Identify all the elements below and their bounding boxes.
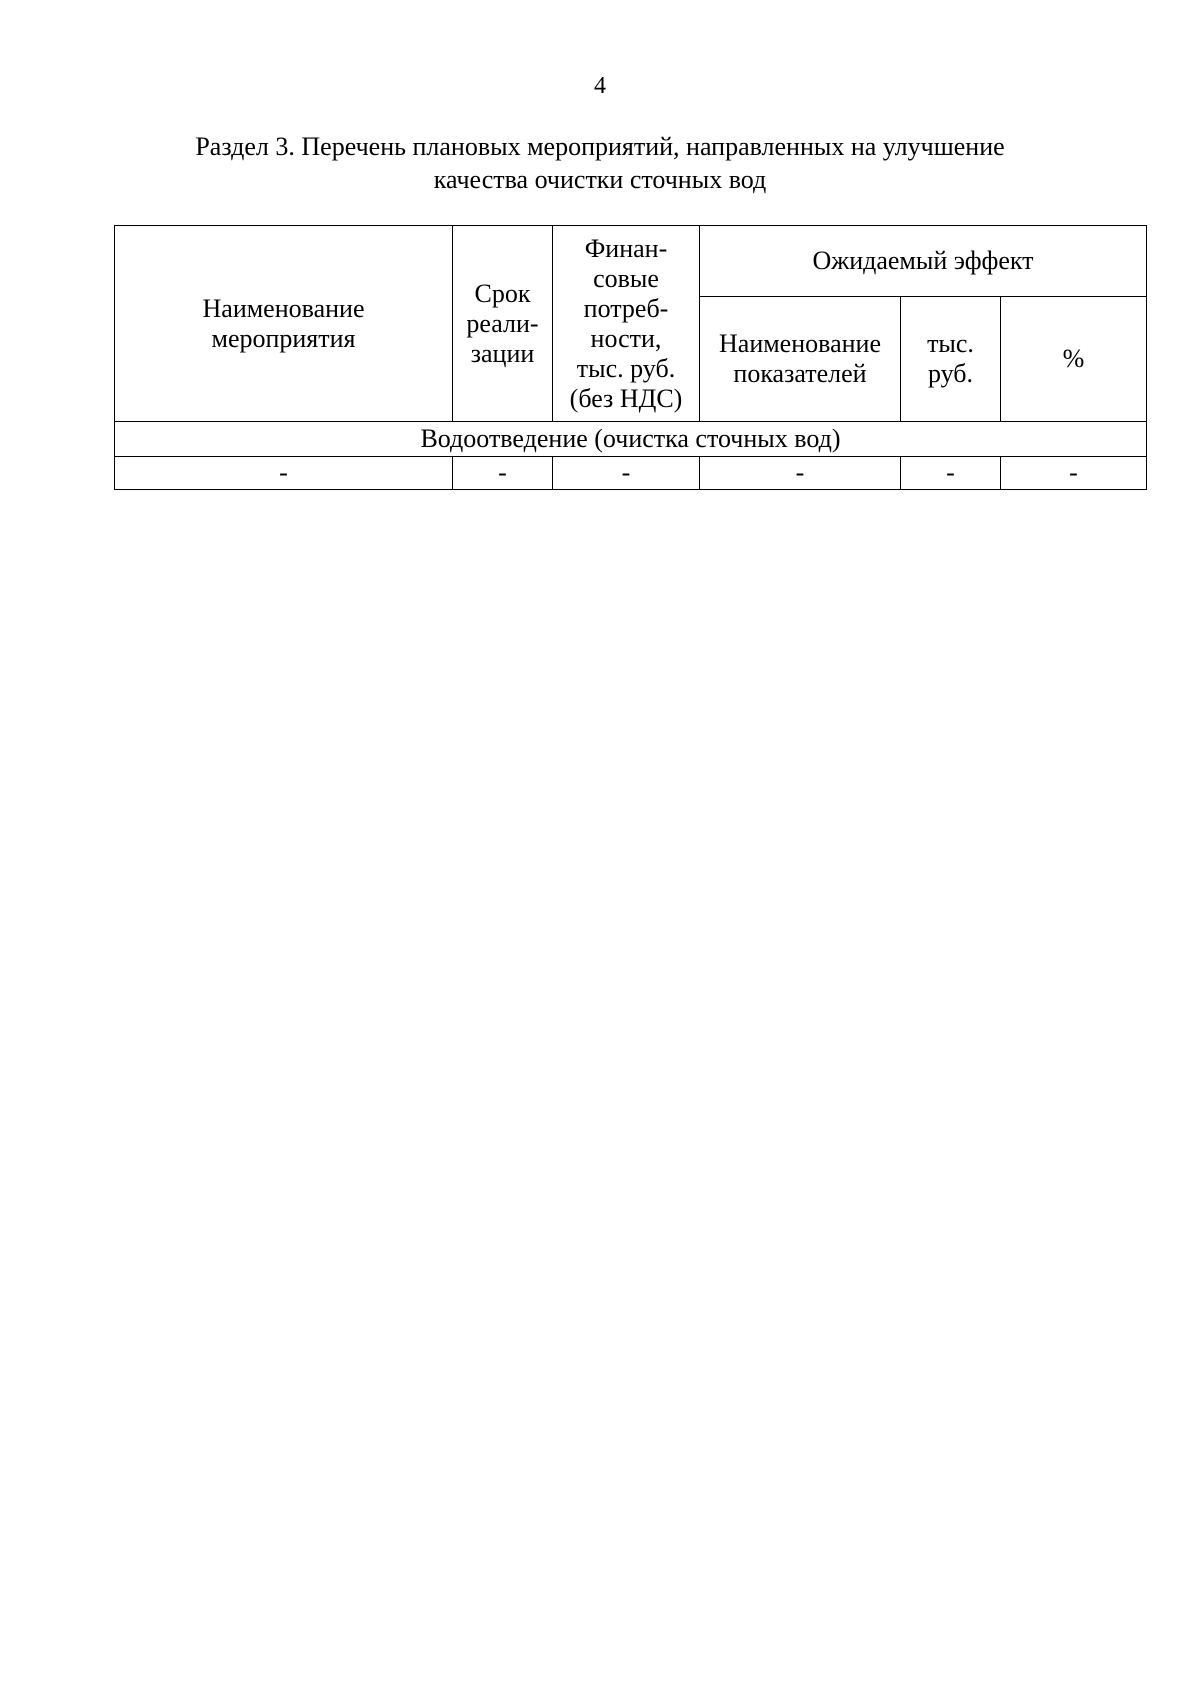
section-title-line-2: качества очистки сточных вод: [433, 165, 767, 194]
cell-thousand-rub: -: [901, 457, 1001, 490]
header-indicator-name: [700, 297, 901, 422]
header-expected-effect: Ожидаемый эффект: [700, 226, 1147, 297]
header-indicator-name-line-2: показателей: [733, 359, 867, 388]
header-thousand-rub-line-2: руб.: [927, 359, 974, 388]
page-number: 4: [594, 73, 606, 99]
cell-event-name: -: [115, 457, 453, 490]
group-row-label: Водоотведение (очистка сточных вод): [115, 422, 1147, 457]
cell-percent: -: [1001, 457, 1147, 490]
planned-measures-table: [114, 225, 1147, 490]
header-term-line-2: реали-: [466, 308, 539, 338]
header-financial-needs-line-5: тыс. руб.: [576, 353, 676, 383]
section-title: [100, 130, 1100, 196]
cell-financial-needs: -: [553, 457, 700, 490]
header-financial-needs-line-3: потреб-: [583, 293, 669, 323]
header-financial-needs-line-6: (без НДС): [569, 383, 683, 413]
header-financial-needs: [553, 226, 700, 422]
header-percent: %: [1001, 297, 1147, 422]
header-financial-needs-line-1: Финан-: [584, 233, 668, 263]
header-indicator-name-line-1: Наименование: [719, 329, 881, 358]
table-header-row-1: [115, 226, 1147, 297]
table-row: [115, 457, 1147, 490]
header-term-line-1: Срок: [474, 278, 531, 308]
header-financial-needs-line-4: ности,: [590, 323, 662, 353]
cell-term: -: [453, 457, 553, 490]
header-thousand-rub: [901, 297, 1001, 422]
header-thousand-rub-line-1: тыс.: [927, 329, 974, 358]
header-event-name: [115, 226, 453, 422]
section-title-line-1: Раздел 3. Перечень плановых мероприятий, направленных на улучшение: [195, 132, 1005, 161]
header-term: [453, 226, 553, 422]
cell-indicator-name: -: [700, 457, 901, 490]
header-event-name-line-1: Наименование: [202, 293, 365, 323]
header-event-name-line-2: мероприятия: [211, 323, 356, 353]
header-term-line-3: зации: [470, 338, 535, 368]
header-financial-needs-line-2: совые: [593, 263, 659, 293]
table-group-row: [115, 422, 1147, 457]
